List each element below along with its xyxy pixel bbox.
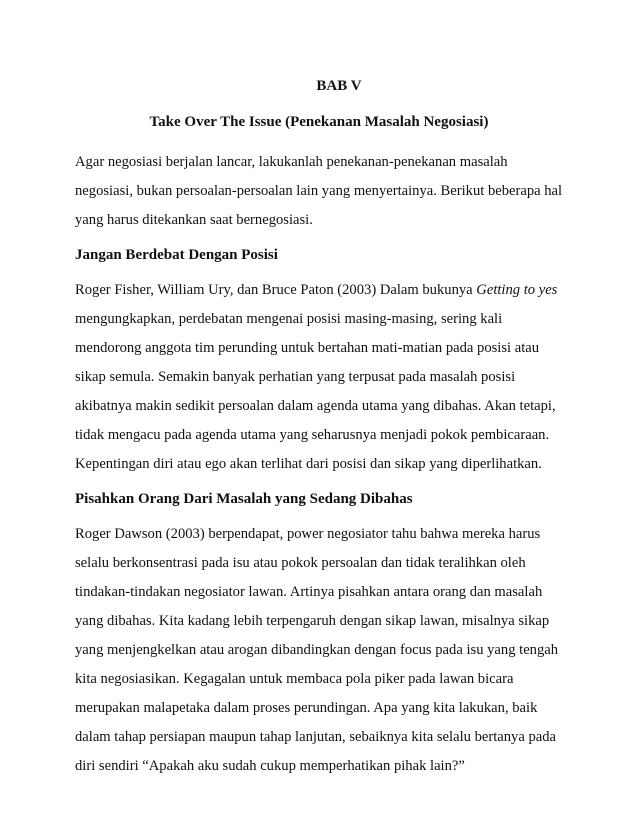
intro-line: yang harus ditekankan saat bernegosiasi. <box>75 212 313 228</box>
paragraph-line <box>75 276 570 305</box>
paragraph-line: Roger Dawson (2003) berpendapat, power negosiator tahu bahwa mereka harus <box>75 526 541 542</box>
intro-line: Agar negosiasi berjalan lancar, lakukanlah penekanan-penekanan masalah <box>75 154 508 170</box>
chapter-number: BAB V <box>316 78 362 94</box>
paragraph-line: mengungkapkan, perdebatan mengenai posisi masing-masing, sering kali <box>75 311 503 327</box>
paragraph-line: selalu berkonsentrasi pada isu atau pokok persoalan dan tidak teralihkan oleh <box>75 555 526 571</box>
paragraph-line: merupakan malapetaka dalam proses perundingan. Apa yang kita lakukan, baik <box>75 700 538 716</box>
paragraph-line: kita negosiasikan. Kegagalan untuk membaca pola piker pada lawan bicara <box>75 671 514 687</box>
paragraph-line: tidak mengacu pada agenda utama yang seharusnya menjadi pokok pembicaraan. <box>75 427 550 443</box>
paragraph-line: yang menjengkelkan atau arogan dibandingkan dengan focus pada isu yang tengah <box>75 642 559 658</box>
paragraph-line: tindakan-tindakan negosiator lawan. Artinya pisahkan antara orang dan masalah <box>75 584 543 600</box>
paragraph-line: sikap semula. Semakin banyak perhatian yang terpusat pada masalah posisi <box>75 369 516 385</box>
document-body <box>75 148 570 781</box>
chapter-title: Take Over The Issue (Penekanan Masalah Negosiasi) <box>149 114 489 130</box>
paragraph-line: akibatnya makin sedikit persoalan dalam agenda utama yang dibahas. Akan tetapi, <box>75 398 556 414</box>
paragraph-line: dalam tahap persiapan maupun tahap lanjutan, sebaiknya kita selalu bertanya pada <box>75 729 557 745</box>
section-heading: Pisahkan Orang Dari Masalah yang Sedang Dibahas <box>75 491 413 507</box>
paragraph-line: yang dibahas. Kita kadang lebih terpengaruh dengan sikap lawan, misalnya sikap <box>75 613 550 629</box>
paragraph-line: Kepentingan diri atau ego akan terlihat dari posisi dan sikap yang diperlihatkan. <box>75 456 542 472</box>
paragraph-line: mendorong anggota tim perunding untuk bertahan mati-matian pada posisi atau <box>75 340 540 356</box>
paragraph-line: diri sendiri “Apakah aku sudah cukup memperhatikan pihak lain?” <box>75 758 465 774</box>
section-heading: Jangan Berdebat Dengan Posisi <box>75 247 278 263</box>
book-title: Getting to yes <box>476 282 558 298</box>
intro-line: negosiasi, bukan persoalan-persoalan lain yang menyertainya. Berikut beberapa hal <box>75 183 563 199</box>
paragraph-text: Roger Fisher, William Ury, dan Bruce Paton (2003) Dalam bukunya <box>75 282 477 298</box>
